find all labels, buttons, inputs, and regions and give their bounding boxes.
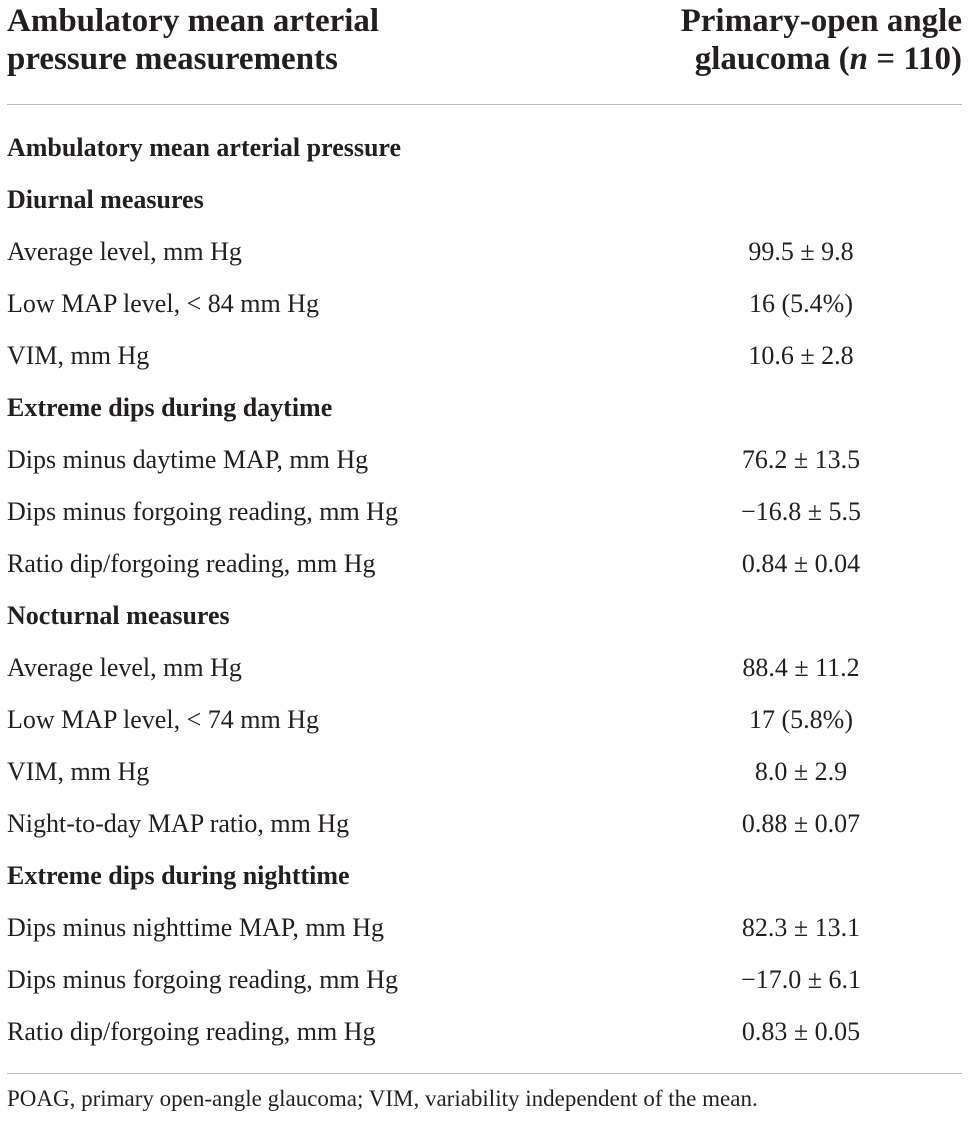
row-label: Low MAP level, < 84 mm Hg — [7, 289, 319, 318]
table-row — [7, 382, 962, 434]
table-header — [7, 0, 962, 105]
row-value: 76.2 ± 13.5 — [741, 445, 861, 474]
row-label: Dips minus nighttime MAP, mm Hg — [7, 913, 385, 942]
row-value: 16 (5.4%) — [749, 289, 853, 318]
row-label: Ratio dip/forgoing reading, mm Hg — [7, 1017, 376, 1046]
table-row — [7, 122, 962, 174]
row-label: VIM, mm Hg — [7, 757, 150, 786]
table-row — [7, 174, 962, 226]
row-value: 0.84 ± 0.04 — [741, 549, 861, 578]
table-row — [7, 850, 962, 902]
row-value: 88.4 ± 11.2 — [742, 653, 860, 682]
table-row — [7, 798, 962, 850]
table-row — [7, 486, 962, 538]
row-label: Diurnal measures — [7, 185, 204, 214]
table-row — [7, 694, 962, 746]
row-label: Nocturnal measures — [7, 601, 230, 630]
table-row — [7, 590, 962, 642]
row-value: 99.5 ± 9.8 — [748, 237, 854, 266]
row-value: 8.0 ± 2.9 — [754, 757, 848, 786]
row-label: Low MAP level, < 74 mm Hg — [7, 705, 319, 734]
header-right-suffix: = 110) — [868, 41, 962, 77]
row-label: Dips minus daytime MAP, mm Hg — [7, 445, 369, 474]
row-value: 82.3 ± 13.1 — [741, 913, 861, 942]
row-label: Average level, mm Hg — [7, 653, 242, 682]
row-label: Ambulatory mean arterial pressure — [7, 133, 402, 162]
table-row — [7, 226, 962, 278]
row-label: Ratio dip/forgoing reading, mm Hg — [7, 549, 376, 578]
table-body — [7, 122, 962, 1058]
header-measurement-column — [7, 2, 379, 78]
header-n-symbol: n — [849, 41, 869, 77]
row-label: Dips minus forgoing reading, mm Hg — [7, 497, 398, 526]
row-value: 0.88 ± 0.07 — [741, 809, 861, 838]
row-label: Extreme dips during daytime — [7, 393, 333, 422]
row-label: VIM, mm Hg — [7, 341, 150, 370]
header-left-line-1: Ambulatory mean arterial — [7, 3, 380, 39]
footer-divider — [7, 1073, 962, 1074]
table-row — [7, 642, 962, 694]
table-row — [7, 538, 962, 590]
header-right-line-2 — [681, 40, 962, 78]
table-row — [7, 746, 962, 798]
data-table — [7, 0, 962, 1046]
row-value: −17.0 ± 6.1 — [741, 965, 861, 994]
row-value: 0.83 ± 0.05 — [741, 1017, 861, 1046]
table-row — [7, 954, 962, 1006]
row-value: 10.6 ± 2.8 — [748, 341, 854, 370]
row-label: Average level, mm Hg — [7, 237, 242, 266]
table-row — [7, 434, 962, 486]
table-row — [7, 1006, 962, 1058]
row-value: 17 (5.8%) — [749, 705, 853, 734]
row-label: Extreme dips during nighttime — [7, 861, 350, 890]
table-row — [7, 902, 962, 954]
row-label: Night-to-day MAP ratio, mm Hg — [7, 809, 350, 838]
header-poag-column — [681, 2, 962, 78]
row-value: −16.8 ± 5.5 — [741, 497, 861, 526]
table-row — [7, 278, 962, 330]
header-right-line-1: Primary-open angle — [680, 3, 962, 39]
header-left-line-2: pressure measurements — [7, 41, 338, 77]
table-footnote: POAG, primary open-angle glaucoma; VIM, variability independent of the mean. — [7, 1086, 758, 1111]
header-right-prefix: glaucoma ( — [694, 41, 850, 77]
table-row — [7, 330, 962, 382]
row-label: Dips minus forgoing reading, mm Hg — [7, 965, 398, 994]
